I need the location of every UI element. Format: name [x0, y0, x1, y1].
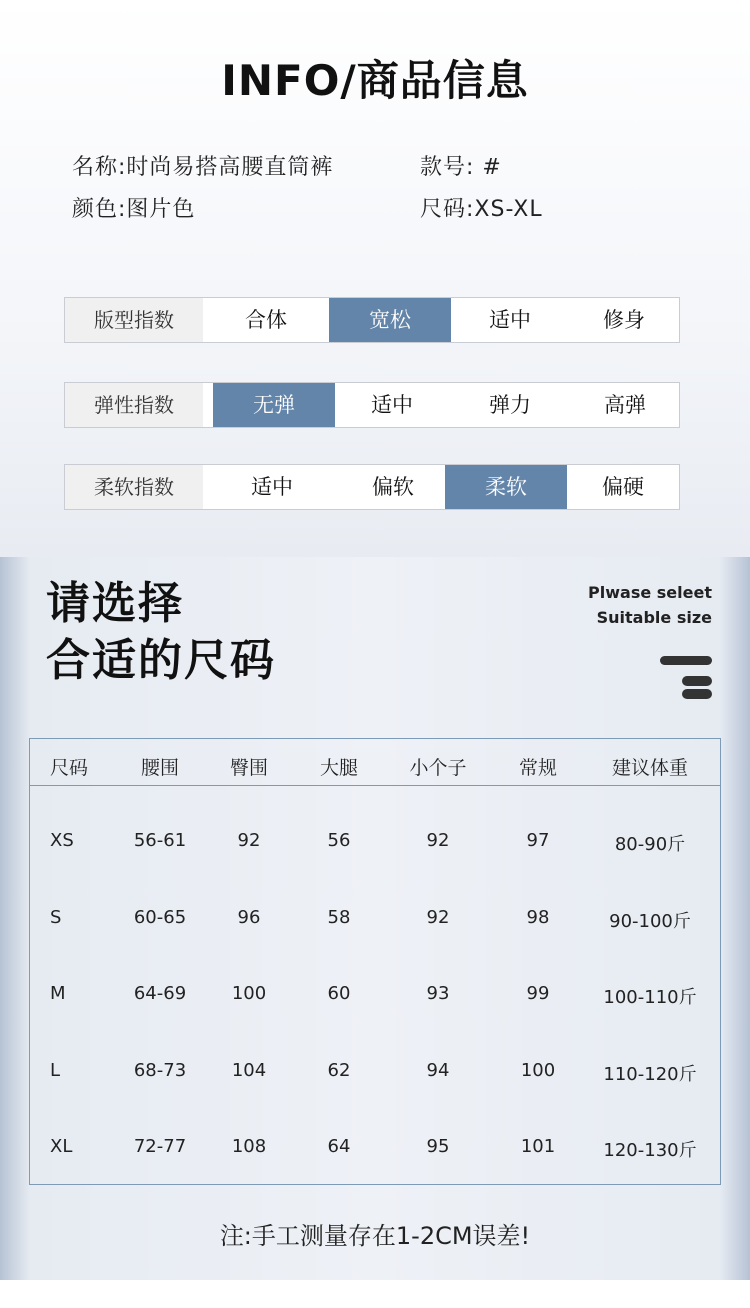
table-cell: 100: [520, 1060, 556, 1081]
table-cell: 72-77: [133, 1136, 187, 1157]
table-cell: 94: [426, 1060, 450, 1081]
softness-option-3: 柔软: [445, 465, 567, 509]
fit-option-2: 宽松: [329, 298, 451, 342]
table-cell: 110-120斤: [603, 1064, 697, 1085]
size-select-heading-line2: 合适的尺码: [46, 635, 276, 686]
elasticity-index: [64, 382, 680, 428]
measurement-note: 注:手工测量存在1-2CM误差!: [219, 1222, 531, 1250]
name-value: 时尚易搭高腰直筒裤: [126, 155, 334, 180]
info-size: [420, 192, 543, 223]
size-select-en-line1: Plwase seleet: [588, 583, 712, 602]
table-cell: 90-100斤: [609, 911, 691, 932]
table-cell: 60-65: [133, 907, 187, 928]
size-select-en-line2: Suitable size: [596, 608, 712, 627]
table-header-cell: 腰围: [140, 757, 180, 779]
fit-index-label: 版型指数: [65, 298, 203, 342]
fit-option-3: 适中: [489, 308, 531, 332]
table-cell: 56: [327, 830, 351, 851]
table-cell: XS: [50, 830, 74, 851]
fit-index: [64, 297, 680, 343]
fit-option-1: 合体: [245, 308, 287, 332]
table-cell: 93: [426, 983, 450, 1004]
footer-strip: [0, 1280, 750, 1308]
table-cell: 98: [526, 907, 550, 928]
table-cell: 68-73: [133, 1060, 187, 1081]
table-cell: 92: [426, 830, 450, 851]
color-label: 颜色:: [72, 197, 127, 222]
info-color: [72, 192, 195, 223]
table-cell: 101: [520, 1136, 556, 1157]
table-header-cell: 建议体重: [611, 757, 689, 779]
table-cell: S: [50, 907, 62, 928]
info-name: [72, 150, 333, 181]
table-cell: 62: [327, 1060, 351, 1081]
elasticity-option-2: 适中: [371, 393, 413, 417]
table-header-cell: 小个子: [409, 757, 467, 779]
size-label: 尺码:: [420, 197, 475, 222]
elasticity-option-1: 无弹: [213, 383, 335, 427]
table-cell: 64-69: [133, 983, 187, 1004]
elasticity-index-label: 弹性指数: [65, 383, 203, 427]
table-header-cell: 臀围: [229, 757, 269, 779]
softness-index: [64, 464, 680, 510]
table-cell: 120-130斤: [603, 1140, 697, 1161]
size-table-header-divider: [29, 785, 721, 786]
elasticity-option-3: 弹力: [489, 393, 531, 417]
table-cell: M: [50, 983, 66, 1004]
softness-index-label: 柔软指数: [65, 465, 203, 509]
table-cell: 92: [426, 907, 450, 928]
table-cell: 108: [231, 1136, 267, 1157]
table-cell: 97: [526, 830, 550, 851]
decor-bar-1: [660, 656, 712, 665]
size-select-heading-line1: 请选择: [46, 578, 184, 629]
style-value: #: [482, 155, 502, 180]
table-header-cell: 大腿: [319, 757, 359, 779]
table-cell: 58: [327, 907, 351, 928]
table-cell: 92: [237, 830, 261, 851]
table-cell: 64: [327, 1136, 351, 1157]
name-label: 名称:: [72, 155, 127, 180]
table-cell: 96: [237, 907, 261, 928]
table-cell: XL: [50, 1136, 73, 1157]
info-style: [420, 150, 502, 181]
softness-option-2: 偏软: [372, 475, 414, 499]
table-header-cell: 尺码: [50, 757, 89, 779]
softness-option-4: 偏硬: [602, 475, 644, 499]
color-value: 图片色: [126, 197, 196, 222]
table-cell: 56-61: [133, 830, 187, 851]
softness-option-1: 适中: [251, 475, 293, 499]
table-cell: 95: [426, 1136, 450, 1157]
size-table: [29, 738, 721, 1185]
size-value: XS-XL: [474, 197, 543, 222]
table-header-cell: 常规: [518, 757, 558, 779]
table-cell: 80-90斤: [614, 834, 686, 855]
table-cell: 100-110斤: [603, 987, 697, 1008]
table-cell: 100: [231, 983, 267, 1004]
style-label: 款号:: [420, 155, 475, 180]
page-title: INFO/商品信息: [221, 56, 529, 105]
elasticity-option-4: 高弹: [604, 393, 646, 417]
decor-bar-3: [682, 689, 712, 699]
table-cell: 60: [327, 983, 351, 1004]
table-cell: 104: [231, 1060, 267, 1081]
decor-bar-2: [682, 676, 712, 686]
table-cell: 99: [526, 983, 550, 1004]
table-cell: L: [50, 1060, 61, 1081]
fit-option-4: 修身: [603, 308, 645, 332]
